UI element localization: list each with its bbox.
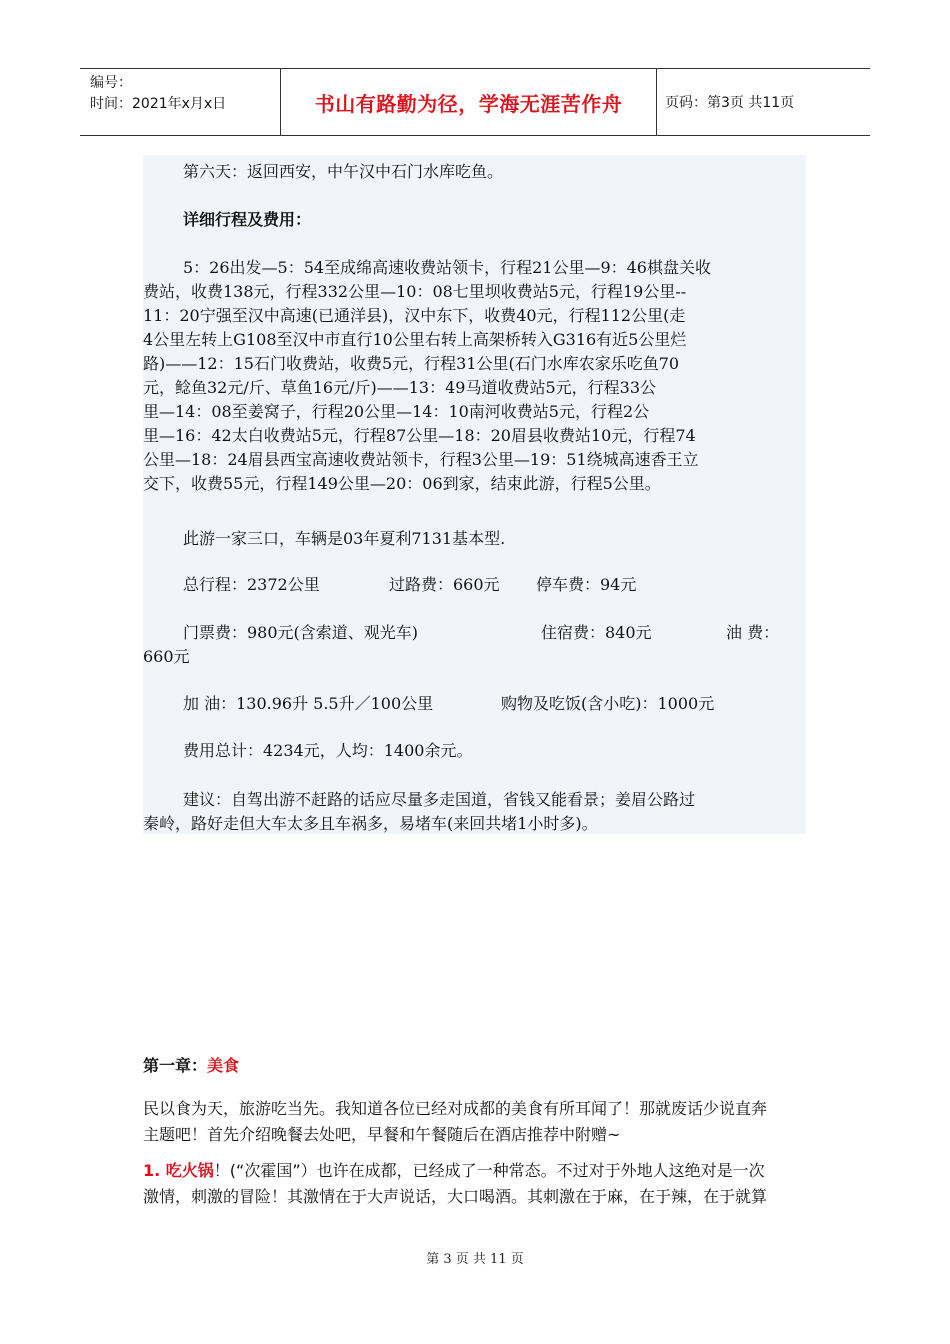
fuel-cost-label: 油 费： [726, 623, 780, 642]
family-paragraph: 此游一家三口，车辆是03年夏利7131基本型. [183, 529, 506, 548]
route-line: 费站，收费138元，行程332公里—10：08七里坝收费站5元，行程19公里-- [143, 282, 687, 301]
ticket-cost: 门票费：980元(含索道、观光车) [183, 623, 419, 642]
document-number-label: 编号： [90, 75, 132, 91]
header-meta [80, 69, 281, 135]
itinerary-section [143, 160, 806, 232]
toll-cost: 过路费：660元 [389, 575, 500, 594]
header-page-number: 页码：第3页 共11页 [665, 95, 795, 111]
intro-line: 主题吧！首先介绍晚餐去处吧，早餐和午餐随后在酒店推荐中附赠~ [143, 1125, 621, 1144]
chapter-title [143, 1053, 808, 1079]
shopping-cost: 购物及吃饭(含小吃)：1000元 [501, 694, 715, 713]
cost-row-tickets [143, 621, 806, 669]
route-line: 路)——12：15石门收费站，收费5元，行程31公里(石门水库农家乐吃鱼70 [143, 354, 680, 373]
chapter-title-highlight: 美食 [207, 1056, 240, 1075]
page-footer: 第 3 页 共 11 页 [426, 1252, 524, 1267]
document-date: 时间：2021年x月x日 [90, 96, 227, 112]
chapter-intro [143, 1096, 808, 1148]
fuel-amount: 加 油：130.96升 5.5升／100公里 [183, 694, 434, 713]
itinerary-heading: 详细行程及费用： [183, 210, 312, 229]
parking-cost: 停车费：94元 [536, 575, 637, 594]
route-line: 5：26出发—5：54至成绵高速收费站领卡，行程21公里—9：46棋盘关收 [183, 258, 711, 277]
route-line: 公里—18：24眉县西宝高速收费站领卡，行程3公里—19：51绕城高速香王立 [143, 450, 699, 469]
family-info [143, 527, 806, 551]
total-cost-row [143, 739, 806, 763]
advice-paragraph [143, 788, 806, 836]
route-line: 11：20宁强至汉中高速(已通洋县)，汉中东下，收费40元，行程112公里(走 [143, 306, 686, 325]
advice-line: 建议：自驾出游不赶路的话应尽量多走国道，省钱又能看景；姜眉公路过 [183, 790, 696, 809]
hotpot-line [143, 1158, 808, 1184]
header-motto: 书山有路勤为径，学海无涯苦作舟 [281, 69, 657, 135]
route-line: 交下，收费55元，行程149公里—20：06到家，结束此游，行程5公里。 [143, 474, 661, 493]
total-distance: 总行程：2372公里 [183, 575, 320, 594]
advice-line: 秦岭，路好走但大车太多且车祸多，易堵车(来回共堵1小时多)。 [143, 814, 598, 833]
hotpot-paragraph [143, 1158, 808, 1210]
lodging-cost: 住宿费：840元 [541, 623, 652, 642]
route-line: 里—16：42太白收费站5元，行程87公里—18：20眉县收费站10元，行程74 [143, 426, 696, 445]
hotpot-title: 1. 吃火锅 [143, 1161, 214, 1180]
fuel-cost-value: 660元 [143, 647, 190, 666]
route-line: 4公里左转上G108至汉中市直行10公里右转上高架桥转入G316有近5公里烂 [143, 330, 687, 349]
chapter-title-prefix: 第一章： [143, 1056, 208, 1075]
page-header [80, 68, 870, 136]
route-line: 元，鲶鱼32元/斤、草鱼16元/斤)——13：49马道收费站5元，行程33公 [143, 378, 657, 397]
total-cost: 费用总计：4234元，人均：1400余元。 [183, 741, 473, 760]
day6-paragraph: 第六天：返回西安，中午汉中石门水库吃鱼。 [183, 162, 504, 181]
hotpot-line: 激情，刺激的冒险！其激情在于大声说话，大口喝酒。其刺激在于麻，在于辣，在于就算 [143, 1187, 768, 1206]
hotpot-text: ！(“次霍国”）也许在成都，已经成了一种常态。不过对于外地人这绝对是一次 [213, 1161, 765, 1180]
route-details [143, 256, 806, 496]
intro-line: 民以食为天，旅游吃当先。我知道各位已经对成都的美食有所耳闻了！那就废话少说直奔 [143, 1099, 768, 1118]
route-line: 里—14：08至姜窝子，行程20公里—14：10南河收费站5元，行程2公 [143, 402, 650, 421]
